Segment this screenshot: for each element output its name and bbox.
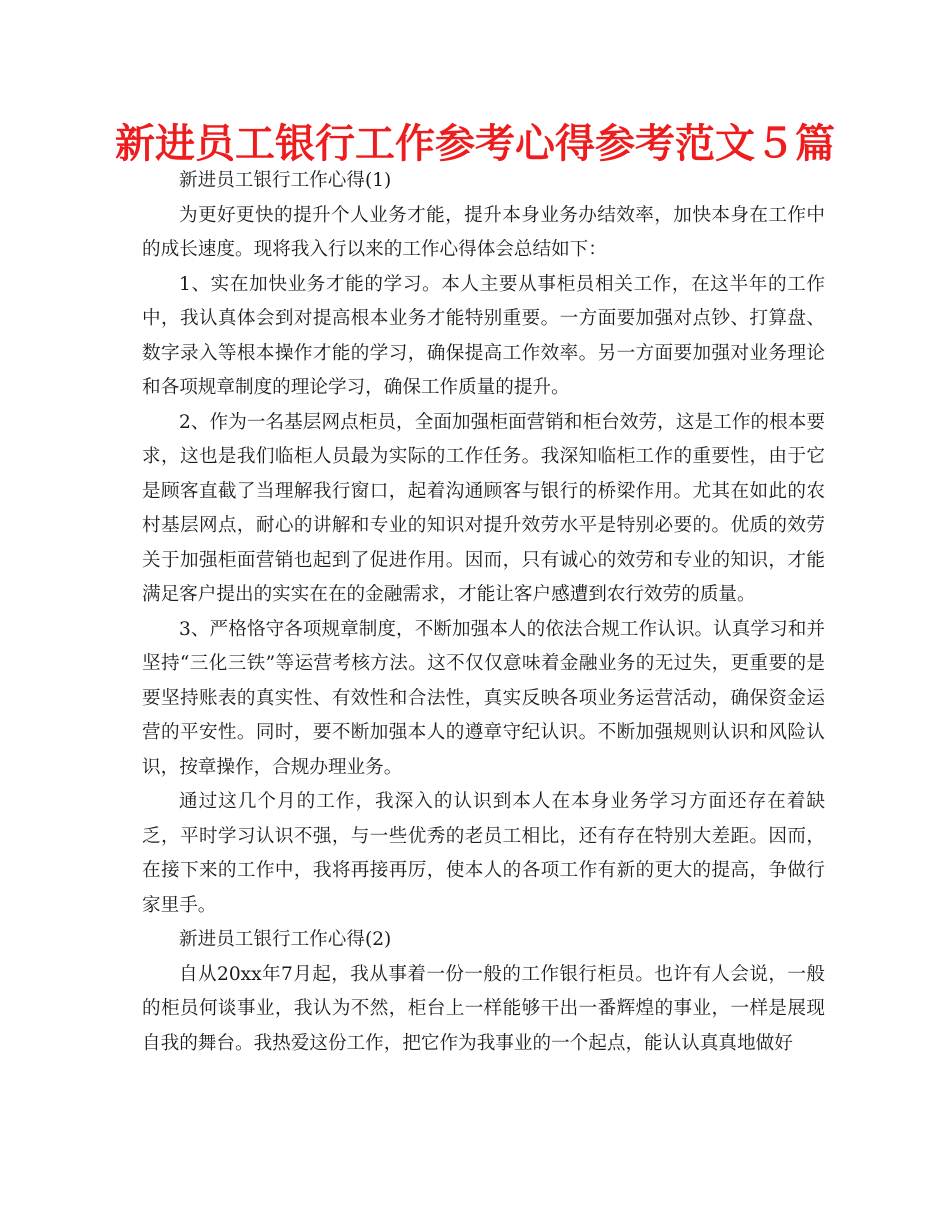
document-title: 新进员工银行工作参考心得参考范文５篇 [115, 121, 835, 167]
paragraph-point-3: 3、严格恪守各项规章制度，不断加强本人的依法合规工作认识。认真学习和并坚持“三化三铁”等运营考核方法。这不仅仅意味着金融业务的无过失，更重要的是要坚持账表的真实性、有效性和合法性，真实反映各项业务运营活动，确保资金运营的平安性。同时，要不断加强本人的遵章守纪认识。不断加强规则认识和风险认识，按章操作，合规办理业务。 [142, 618, 825, 778]
paragraph-summary: 通过这几个月的工作，我深入的认识到本人在本身业务学习方面还存在着缺乏，平时学习认识不强，与一些优秀的老员工相比，还有存在特别大差距。因而，在接下来的工作中，我将再接再厉，使本人的各项工作有新的更大的提高，争做行家里手。 [142, 791, 825, 916]
section-heading-1: 新进员工银行工作心得(1) [179, 170, 392, 191]
paragraph-point-2: 2、作为一名基层网点柜员，全面加强柜面营销和柜台效劳，这是工作的根本要求，这也是我们临柜人员最为实际的工作任务。我深知临柜工作的重要性，由于它是顾客直截了当理解我行窗口，起着沟通顾客与银行的桥梁作用。尤其在如此的农村基层网点，耐心的讲解和专业的知识对提升效劳水平是特别必要的。优质的效劳关于加强柜面营销也起到了促进作用。因而，只有诚心的效劳和专业的知识，才能满足客户提出的实实在在的金融需求，才能让客户感遭到农行效劳的质量。 [142, 411, 825, 605]
document-body [142, 164, 825, 1061]
paragraph-point-1: 1、实在加快业务才能的学习。本人主要从事柜员相关工作，在这半年的工作中，我认真体会到对提高根本业务才能特别重要。一方面要加强对点钞、打算盘、数字录入等根本操作才能的学习，确保提高工作效率。另一方面要加强对业务理论和各项规章制度的理论学习，确保工作质量的提升。 [142, 273, 825, 398]
section-heading-2: 新进员工银行工作心得(2) [179, 929, 392, 950]
paragraph-section-2-intro: 自从20xx年7月起，我从事着一份一般的工作银行柜员。也许有人会说，一般的柜员何谈事业，我认为不然，柜台上一样能够干出一番辉煌的事业，一样是展现自我的舞台。我热爱这份工作，把它作为我事业的一个起点，能认认真真地做好 [142, 963, 825, 1054]
paragraph-intro: 为更好更快的提升个人业务才能，提升本身业务办结效率，加快本身在工作中的成长速度。现将我入行以来的工作心得体会总结如下： [142, 204, 825, 260]
